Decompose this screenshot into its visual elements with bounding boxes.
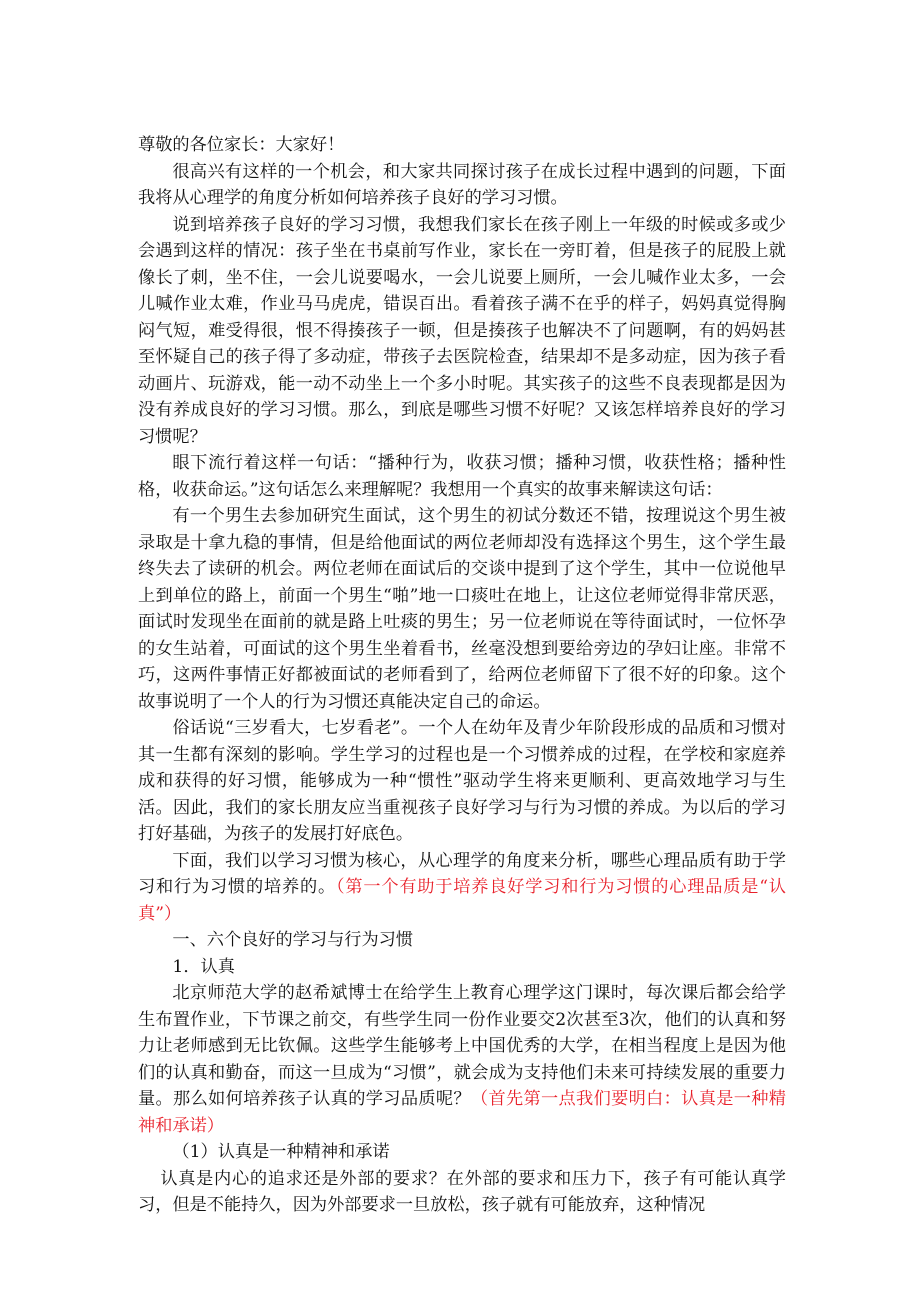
transition-text: 下面，我们以学习习惯为核心，从心理学的角度来分析，哪些心理品质有助于学习和行为习惯的培养的。 [138,850,786,897]
paragraph-proverb: 俗话说“三岁看大，七岁看老”。一个人在幼年及青少年阶段形成的品质和习惯对其一生都有深刻的影响。学生学习的过程也是一个习惯养成的过程，在学校和家庭养成和获得的好习惯，能够成为一种“惯性”驱动学生将来更顺利、更高效地学习与生活。因此，我们的家长朋友应当重视孩子良好学习与行为习惯的养成。为以后的学习打好基础，为孩子的发展打好底色。 [138,718,786,844]
transition-red-note: （第一个有助于培养良好学习和行为习惯的心理品质是“认真”） [138,877,786,924]
greeting: 尊敬的各位家长：大家好！ [138,135,345,155]
point-heading: （1）认真是一种精神和承诺 [172,1142,390,1162]
section-heading: 一、六个良好的学习与行为习惯 [172,930,414,950]
paragraph-intro: 很高兴有这样的一个机会，和大家共同探讨孩子在成长过程中遇到的问题，下面我将从心理学的角度分析如何培养孩子良好的学习习惯。 [138,161,786,208]
paragraph-point: 认真是内心的追求还是外部的要求？在外部的要求和压力下，孩子有可能认真学习，但是不能持久，因为外部要求一旦放松，孩子就有可能放弃，这种情况 [138,1168,786,1215]
paragraph-situation: 说到培养孩子良好的学习习惯，我想我们家长在孩子刚上一年级的时候或多或少会遇到这样的情况：孩子坐在书桌前写作业，家长在一旁盯着，但是孩子的屁股上就像长了刺，坐不住，一会儿说要喝水，一会儿说要上厕所，一会儿喊作业太多，一会儿喊作业太难，作业马马虎虎，错误百出。看着孩子满不在乎的样子，妈妈真觉得胸闷气短，难受得很，恨不得揍孩子一顿，但是揍孩子也解决不了问题啊，有的妈妈甚至怀疑自己的孩子得了多动症，带孩子去医院检查，结果却不是多动症，因为孩子看动画片、玩游戏，能一动不动坐上一个多小时呢。其实孩子的这些不良表现都是因为没有养成良好的学习习惯。那么，到底是哪些习惯不好呢？又该怎样培养良好的学习习惯呢？ [138,214,786,447]
paragraph-transition [138,848,786,928]
paragraph-example [138,980,786,1139]
subsection-heading: 1．认真 [172,956,235,977]
paragraph-saying: 眼下流行着这样一句话：“播种行为，收获习惯；播种习惯，收获性格；播种性格，收获命运。”这句话怎么来理解呢？我想用一个真实的故事来解读这句话： [138,453,786,500]
example-text: 北京师范大学的赵希斌博士在给学生上教育心理学这门课时，每次课后都会给学生布置作业，下节课之前交，有些学生同一份作业要交2次甚至3次，他们的认真和努力让老师感到无比钦佩。这些学生能够考上中国优秀的大学，在相当程度上是因为他们的认真和勤奋，而这一旦成为“习惯”，就会成为支持他们未来可持续发展的重要力量。那么如何培养孩子认真的学习品质呢？ [138,983,786,1109]
example-red-note: （首先第一点我们要明白：认真是一种精神和承诺） [138,1089,786,1136]
document-page [138,132,786,1219]
paragraph-story: 有一个男生去参加研究生面试，这个男生的初试分数还不错，按理说这个男生被录取是十拿九稳的事情，但是给他面试的两位老师却没有选择这个男生，这个学生最终失去了读研的机会。两位老师在面试后的交谈中提到了这个学生，其中一位说他早上到单位的路上，前面一个男生“啪”地一口痰吐在地上，让这位老师觉得非常厌恶，面试时发现坐在面前的就是路上吐痰的男生；另一位老师说在等待面试时，一位怀孕的女生站着，可面试的这个男生坐着看书，丝毫没想到要给旁边的孕妇让座。非常不巧，这两件事情正好都被面试的老师看到了，给两位老师留下了很不好的印象。这个故事说明了一个人的行为习惯还真能决定自己的命运。 [138,506,786,712]
